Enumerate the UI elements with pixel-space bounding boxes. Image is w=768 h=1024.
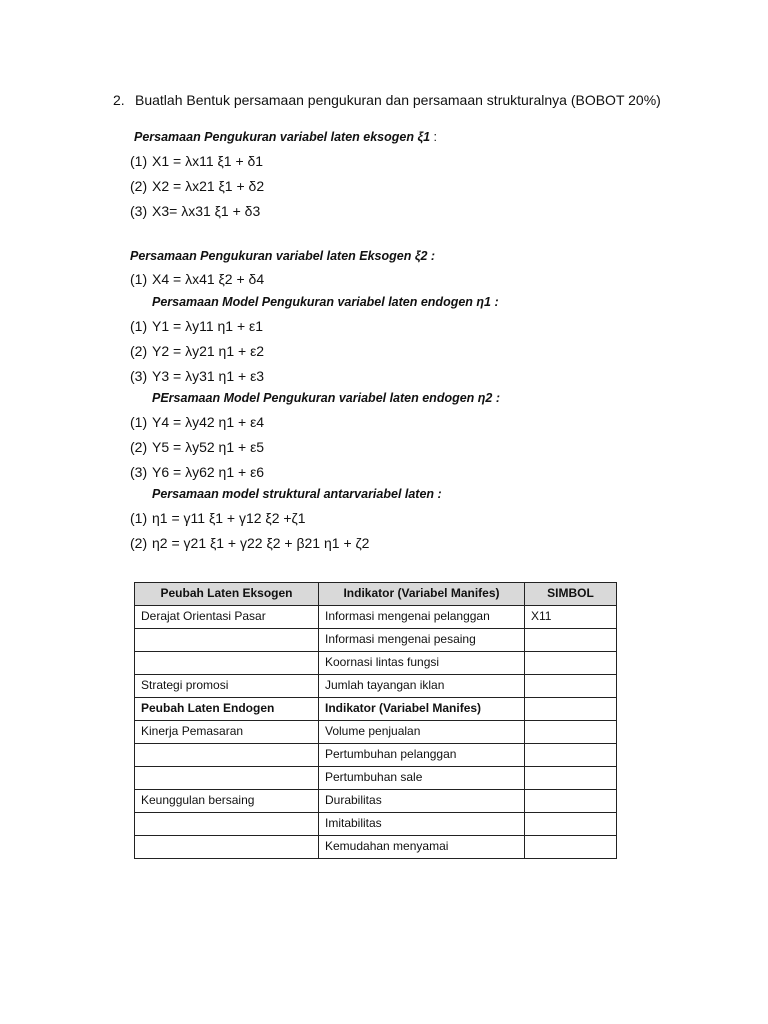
equation-y3: (3) Y3 = λy31 η1 + ε3 [130, 368, 265, 384]
table-row: Koornasi lintas fungsi [135, 652, 617, 675]
table-row: Derajat Orientasi Pasar Informasi mengenai pelanggan X11 [135, 606, 617, 629]
section-heading-endogenous-1: Persamaan Model Pengukuran variabel laten endogen η1 : [152, 295, 499, 309]
table-header-row [135, 583, 617, 606]
equation-y2: (2) Y2 = λy21 η1 + ε2 [130, 343, 265, 359]
table-row: Kemudahan menyamai [135, 836, 617, 859]
header-latent-exogenous: Peubah Laten Eksogen [135, 583, 319, 606]
equation-x2: (2) X2 = λx21 ξ1 + δ2 [130, 178, 265, 194]
header-symbol: SIMBOL [525, 583, 617, 606]
table-row: Kinerja Pemasaran Volume penjualan [135, 721, 617, 744]
question-text: Buatlah Bentuk persamaan pengukuran dan persamaan strukturalnya (BOBOT 20%) [135, 92, 661, 108]
table-row: Strategi promosi Jumlah tayangan iklan [135, 675, 617, 698]
table-subheader-row: Peubah Laten Endogen Indikator (Variabel Manifes) [135, 698, 617, 721]
section-heading-structural: Persamaan model struktural antarvariabel laten : [152, 487, 442, 501]
equation-x3: (3) X3= λx31 ξ1 + δ3 [130, 203, 261, 219]
table-row: Informasi mengenai pesaing [135, 629, 617, 652]
question-number: 2. [113, 92, 125, 108]
table-row: Imitabilitas [135, 813, 617, 836]
equation-y4: (1) Y4 = λy42 η1 + ε4 [130, 414, 265, 430]
equation-eta2: (2) η2 = γ21 ξ1 + γ22 ξ2 + β21 η1 + ζ2 [130, 535, 370, 551]
equation-x1: (1) X1 = λx11 ξ1 + δ1 [130, 153, 264, 169]
table-row: Keunggulan bersaing Durabilitas [135, 790, 617, 813]
equation-x4: (1) X4 = λx41 ξ2 + δ4 [130, 271, 265, 287]
section-heading-endogenous-2: PErsamaan Model Pengukuran variabel laten endogen η2 : [152, 391, 501, 405]
header-indicator: Indikator (Variabel Manifes) [319, 583, 525, 606]
question-line [113, 92, 661, 108]
section-heading-exogenous-1: Persamaan Pengukuran variabel laten eksogen ξ1 : [134, 130, 437, 144]
indicator-table [134, 582, 617, 859]
equation-y1: (1) Y1 = λy11 η1 + ε1 [130, 318, 264, 334]
equation-eta1: (1) η1 = γ11 ξ1 + γ12 ξ2 +ζ1 [130, 510, 306, 526]
table-row: Pertumbuhan pelanggan [135, 744, 617, 767]
equation-y6: (3) Y6 = λy62 η1 + ε6 [130, 464, 265, 480]
table-row: Pertumbuhan sale [135, 767, 617, 790]
section-heading-exogenous-2: Persamaan Pengukuran variabel laten Eksogen ξ2 : [130, 249, 436, 263]
equation-y5: (2) Y5 = λy52 η1 + ε5 [130, 439, 265, 455]
